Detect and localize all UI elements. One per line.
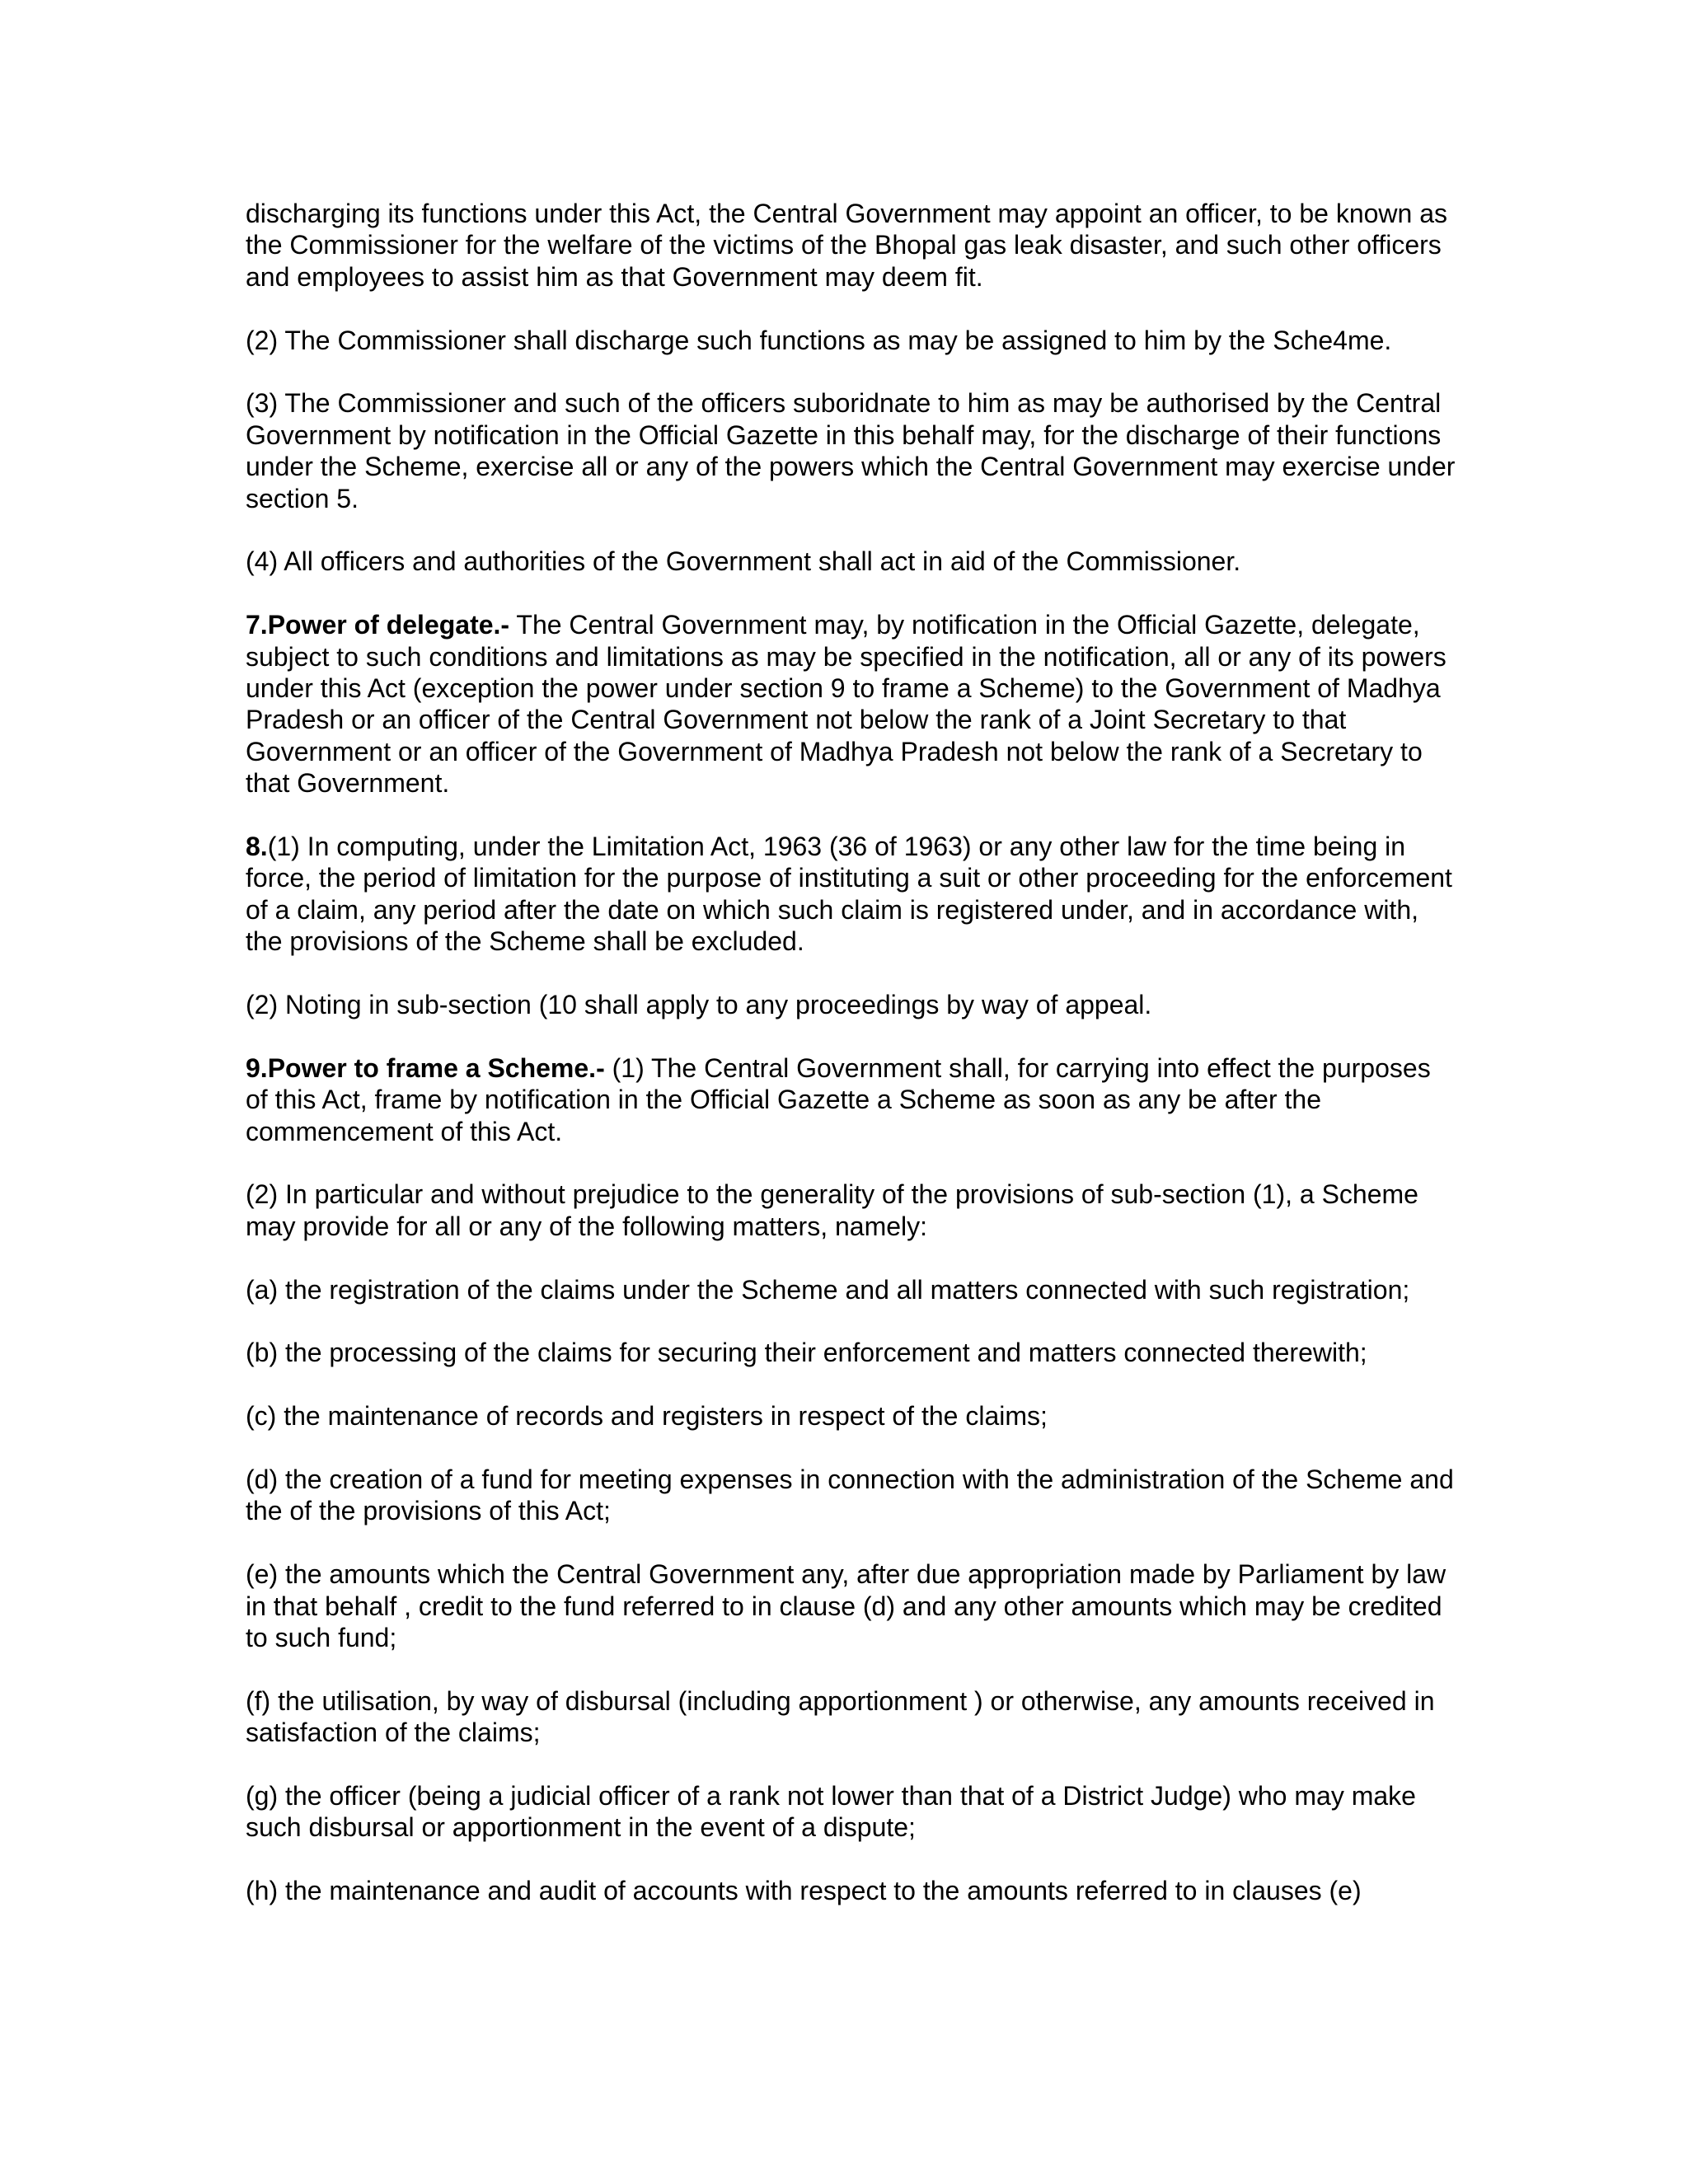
section-8-2 xyxy=(246,989,1457,1020)
paragraph-text: (2) In particular and without prejudice to the generality of the provisions of sub-section (1), a Scheme may provide for all or any of the following matters, namely: xyxy=(246,1179,1418,1241)
paragraph-text: (1) The Central Government shall, for carrying into effect the purposes of this Act, frame by notification in the Official Gazette a Scheme as soon as any be after the commencement of this Act. xyxy=(246,1052,1431,1146)
paragraph-text: (f) the utilisation, by way of disbursal (including apportionment ) or otherwise, any amounts received in satisfaction of the claims; xyxy=(246,1685,1435,1748)
paragraph-text: (b) the processing of the claims for securing their enforcement and matters connected therewith; xyxy=(246,1338,1367,1368)
paragraph-6-2 xyxy=(246,325,1457,356)
paragraph-text: (1) In computing, under the Limitation Act, 1963 (36 of 1963) or any other law for the time being in force, the period of limitation for the purpose of instituting a suit or other proceeding for the enforcement of a claim, any period after the date on which such claim is registered under, and in accordance with, the provisions of the Scheme shall be excluded. xyxy=(246,832,1452,957)
section-9-1 xyxy=(246,1052,1457,1147)
paragraph-text: (h) the maintenance and audit of accounts with respect to the amounts referred to in clauses (e) xyxy=(246,1876,1362,1906)
paragraph-continuation xyxy=(246,198,1457,293)
clause-e xyxy=(246,1558,1457,1653)
clause-h xyxy=(246,1875,1457,1906)
clause-d xyxy=(246,1464,1457,1527)
paragraph-text: (c) the maintenance of records and registers in respect of the claims; xyxy=(246,1401,1048,1432)
document-page xyxy=(246,198,1457,1907)
paragraph-6-4 xyxy=(246,546,1457,577)
section-8-1 xyxy=(246,831,1457,958)
section-7 xyxy=(246,609,1457,799)
paragraph-text: (d) the creation of a fund for meeting expenses in connection with the administration of the Scheme and the of the provisions of this Act; xyxy=(246,1465,1454,1526)
paragraph-6-3 xyxy=(246,387,1457,514)
paragraph-text: (a) the registration of the claims under the Scheme and all matters connected with such registration; xyxy=(246,1274,1410,1305)
paragraph-text: (e) the amounts which the Central Government any, after due appropriation made by Parliament by law in that behalf , credit to the fund referred to in clause (d) and any other amounts which may be credited to such fund; xyxy=(246,1559,1447,1653)
section-heading: 9.Power to frame a Scheme.- xyxy=(246,1052,605,1083)
clause-c xyxy=(246,1400,1457,1432)
clause-f xyxy=(246,1685,1457,1749)
section-9-2 xyxy=(246,1179,1457,1242)
paragraph-text: (4) All officers and authorities of the Government shall act in aid of the Commissioner. xyxy=(246,546,1241,577)
section-heading: 7.Power of delegate.- xyxy=(246,610,510,640)
clause-b xyxy=(246,1337,1457,1368)
paragraph-text: (2) Noting in sub-section (10 shall apply to any proceedings by way of appeal. xyxy=(246,990,1152,1020)
paragraph-text: The Central Government may, by notification in the Official Gazette, delegate, subject to such conditions and limitations as may be specified in the notification, all or any of its powers under this Act (exception the power under section 9 to frame a Scheme) to the Government of Madhya Pradesh or an officer of the Central Government not below the rank of a Joint Secretary to that Government or an officer of the Government of Madhya Pradesh not below the rank of a Secretary to that Government. xyxy=(246,610,1447,799)
clause-a xyxy=(246,1274,1457,1305)
paragraph-text: discharging its functions under this Act, the Central Government may appoint an officer, to be known as the Commissioner for the welfare of the victims of the Bhopal gas leak disaster, and such other officers and employees to assist him as that Government may deem fit. xyxy=(246,199,1447,292)
paragraph-text: (2) The Commissioner shall discharge such functions as may be assigned to him by the Sche4me. xyxy=(246,325,1392,355)
clause-g xyxy=(246,1780,1457,1844)
paragraph-text: (3) The Commissioner and such of the officers suboridnate to him as may be authorised by the Central Government by notification in the Official Gazette in this behalf may, for the discharge of their functions under the Scheme, exercise all or any of the powers which the Central Government may exercise under section 5. xyxy=(246,388,1456,513)
section-heading: 8. xyxy=(246,832,268,862)
paragraph-text: (g) the officer (being a judicial officer of a rank not lower than that of a District Judge) who may make such disbursal or apportionment in the event of a dispute; xyxy=(246,1781,1416,1843)
